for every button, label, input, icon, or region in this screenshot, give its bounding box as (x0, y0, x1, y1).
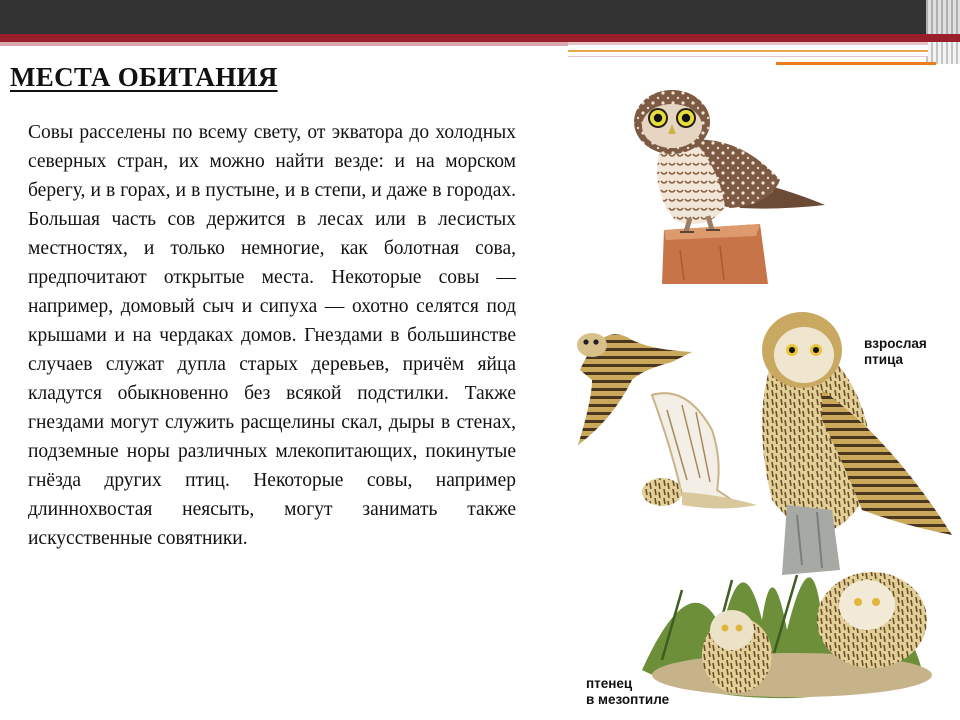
top-bar-edge-decoration (926, 0, 960, 64)
adult-bird-caption: взрослая птица (864, 336, 927, 367)
accent-stripe-red (0, 34, 960, 42)
accent-stripe-right (568, 42, 928, 64)
accent-line-orange (776, 62, 936, 65)
slide-body-text: Совы расселены по всему свету, от экватора до холодных северных стран, их можно найти везде: и на морском берегу, и в горах, и в пустыне, и в степи, и даже в городах. Большая часть сов держится в лесах или в лесистых местностях, и только немногие, как болотная сова, предпочитают открытые места. Некоторые совы — например, домовый сыч и сипуха — охотно селятся под крышами и на чердаках домов. Гнездами в большинстве случаев служат дупла старых деревьев, причём яйца кладутся обыкновенно без всякой подстилки. Также гнездами могут служить расщелины скал, дыры в стенах, подземные норы различных млекопитающих, покинутые гнёзда других птиц. Некоторые совы, например длиннохвостая неясыть, могут занимать также искусственные совятники. (28, 122, 516, 549)
slide-title: МЕСТА ОБИТАНИЯ (10, 62, 278, 92)
little-owl-on-brick-illustration (620, 80, 845, 285)
chick-caption: птенец в мезоптиле (586, 676, 670, 707)
accent-stripe-pink (0, 42, 568, 46)
top-bar (0, 0, 960, 34)
